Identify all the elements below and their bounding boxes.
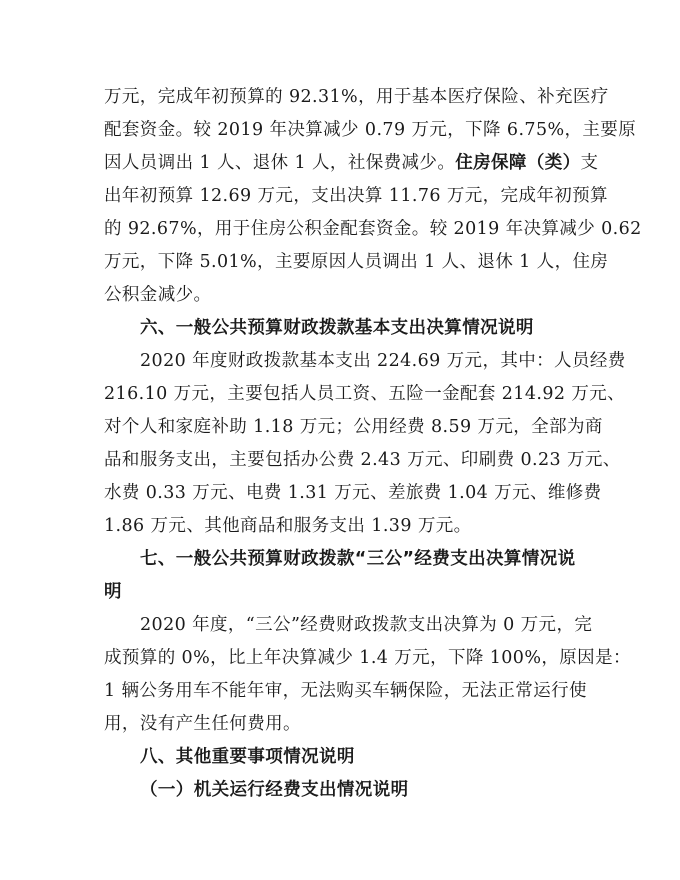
paragraph-line: 配套资金。较 2019 年决算减少 0.79 万元，下降 6.75%，主要原	[104, 120, 637, 140]
text-run: 支	[580, 153, 599, 173]
paragraph-line: 品和服务支出，主要包括办公费 2.43 万元、印刷费 0.23 万元、	[104, 450, 621, 470]
paragraph-line: 万元，完成年初预算的 92.31%，用于基本医疗保险、补充医疗	[104, 87, 609, 107]
section-heading-8: 八、其他重要事项情况说明	[140, 747, 355, 767]
paragraph-line: 1.86 万元、其他商品和服务支出 1.39 万元。	[104, 516, 472, 536]
paragraph-line: 对个人和家庭补助 1.18 万元；公用经费 8.59 万元，全部为商	[104, 417, 603, 437]
section-heading-7-continued: 明	[104, 582, 122, 602]
bold-term-housing-guarantee: 住房保障（类）	[455, 153, 581, 173]
paragraph-line: 2020 年度财政拨款基本支出 224.69 万元，其中：人员经费	[140, 351, 626, 371]
paragraph-line: 216.10 万元，主要包括人员工资、五险一金配套 214.92 万元、	[104, 384, 626, 404]
paragraph-line: 出年初预算 12.69 万元，支出决算 11.76 万元，完成年初预算	[104, 186, 608, 206]
section-heading-7: 七、一般公共预算财政拨款“三公”经费支出决算情况说	[140, 549, 576, 569]
paragraph-line	[104, 151, 598, 175]
paragraph-line: 2020 年度，“三公”经费财政拨款支出决算为 0 万元，完	[140, 615, 593, 635]
paragraph-line: 水费 0.33 万元、电费 1.31 万元、差旅费 1.04 万元、维修费	[104, 483, 602, 503]
paragraph-line: 1 辆公务用车不能年审，无法购买车辆保险，无法正常运行使	[104, 681, 587, 701]
text-run: 因人员调出 1 人、退休 1 人，社保费减少。	[104, 153, 456, 173]
paragraph-line: 用，没有产生任何费用。	[104, 714, 301, 734]
paragraph-line: 成预算的 0%，比上年决算减少 1.4 万元，下降 100%，原因是：	[104, 648, 631, 668]
section-heading-6: 六、一般公共预算财政拨款基本支出决算情况说明	[140, 318, 534, 338]
subsection-heading-1: （一）机关运行经费支出情况说明	[140, 780, 409, 800]
paragraph-line: 万元，下降 5.01%，主要原因人员调出 1 人、退休 1 人，住房	[104, 252, 609, 272]
paragraph-line: 公积金减少。	[104, 285, 212, 305]
paragraph-line: 的 92.67%，用于住房公积金配套资金。较 2019 年决算减少 0.62	[104, 219, 642, 239]
